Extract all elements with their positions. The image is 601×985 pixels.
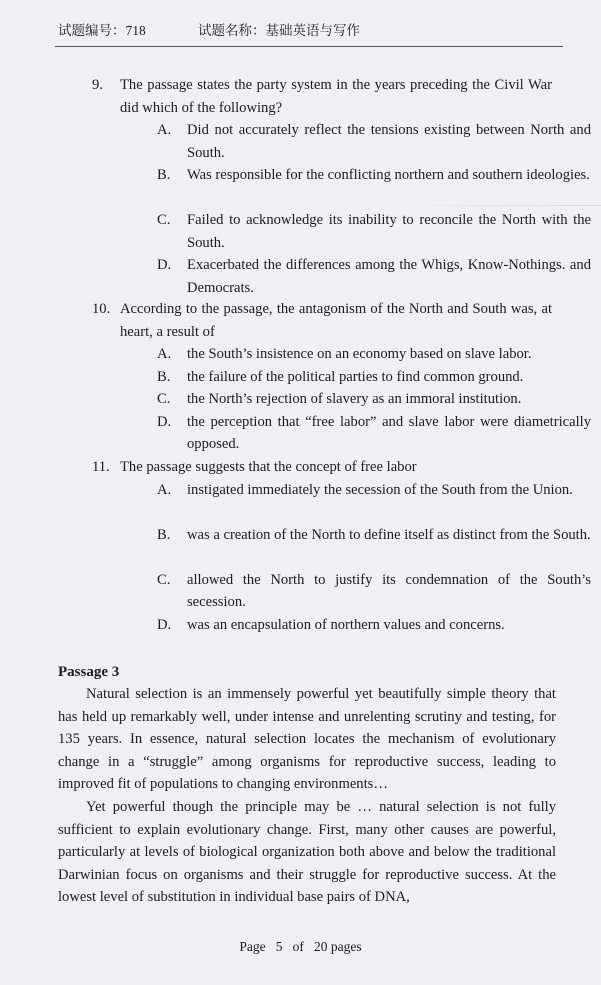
- option-label: D.: [157, 616, 172, 633]
- option-text: was an encapsulation of northern values and concerns.: [187, 616, 505, 633]
- question-9: [92, 74, 591, 299]
- question-11: [92, 456, 591, 646]
- question-stem: The passage suggests that the concept of free labor: [120, 459, 417, 475]
- page-number: 5: [275, 939, 283, 954]
- option-label: B.: [157, 167, 171, 183]
- option-label: C.: [157, 571, 171, 588]
- option-text: the North’s rejection of slavery as an immoral institution.: [187, 391, 522, 407]
- option-text: instigated immediately the secession of the South from the Union.: [187, 481, 573, 498]
- option-label: D.: [157, 257, 172, 273]
- question-number: 9.: [92, 77, 103, 93]
- passage-paragraph-1: Natural selection is an immensely powerful yet beautifully simple theory that has held up remarkably well, under intense and unrelenting scrutiny and testing, for 135 years. In essence, natural selection locates the mechanism of evolutionary change in a “struggle” among organisms for reproductive success, leading to improved fit of populations to changing environments…: [58, 686, 556, 792]
- option-text: was a creation of the North to define itself as distinct from the South.: [187, 526, 591, 543]
- page-label: Page: [239, 939, 266, 954]
- exam-code: 试题编号：718: [58, 23, 146, 38]
- option-label: C.: [157, 391, 171, 407]
- page-footer: [0, 938, 601, 956]
- question-number: 10.: [92, 301, 111, 317]
- option-label: C.: [157, 212, 171, 228]
- option-label: A.: [157, 346, 172, 362]
- question-number: 11.: [92, 459, 110, 475]
- option-label: A.: [157, 122, 172, 138]
- option-label: B.: [157, 526, 171, 543]
- option-text: the failure of the political parties to find common ground.: [187, 368, 524, 385]
- exam-name: 试题名称：基础英语与写作: [198, 23, 360, 38]
- option-label: B.: [157, 368, 171, 385]
- option-text: Was responsible for the conflicting northern and southern ideologies.: [187, 167, 590, 183]
- option-text: the perception that “free labor” and slave labor were diametrically opposed.: [187, 413, 591, 452]
- option-text: Did not accurately reflect the tensions existing between North and South.: [187, 122, 591, 161]
- of-label: of: [292, 939, 304, 954]
- question-stem: According to the passage, the antagonism of the North and South was, at heart, a result of: [120, 301, 552, 340]
- header-divider: [55, 46, 563, 47]
- page-header: [58, 22, 563, 40]
- option-label: A.: [157, 481, 172, 498]
- passage-title: Passage 3: [58, 664, 120, 680]
- option-text: allowed the North to justify its condemnation of the South’s secession.: [187, 571, 591, 610]
- question-stem: The passage states the party system in the years preceding the Civil War did which of the following?: [120, 77, 552, 116]
- option-text: Exacerbated the differences among the Whigs, Know-Nothings. and Democrats.: [187, 257, 591, 296]
- option-text: Failed to acknowledge its inability to reconcile the North with the South.: [187, 212, 591, 251]
- passage-paragraph-2: Yet powerful though the principle may be … natural selection is not fully sufficient to explain evolutionary change. First, many other causes are powerful, particularly at levels of biological organization both above and below the traditional Darwinian focus on organisms and their struggle for reproductive success. At the lowest level of substitution in individual base pairs of DNA,: [58, 799, 556, 905]
- option-text: the South’s insistence on an economy based on slave labor.: [187, 346, 532, 362]
- option-label: D.: [157, 413, 172, 430]
- total-pages: 20 pages: [314, 939, 362, 954]
- question-10: [92, 298, 591, 458]
